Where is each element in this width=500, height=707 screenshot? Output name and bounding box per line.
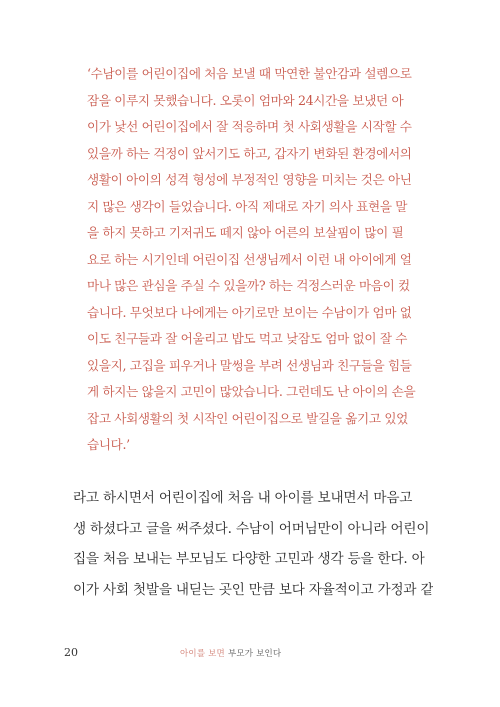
running-title-main: 부모가 보인다: [227, 649, 282, 659]
quote-line: 습니다.’: [87, 437, 130, 452]
quote-line: 마나 많은 관심을 주실 수 있을까? 하는 걱정스러운 마음이 컸: [87, 278, 410, 293]
quote-line: 이가 낯선 어린이집에서 잘 적응하며 첫 사회생활을 시작할 수: [87, 119, 412, 134]
quote-line: ‘수남이를 어린이집에 처음 보낼 때 막연한 불안감과 설렘으로: [87, 66, 412, 81]
quote-line: 있을까 하는 걱정이 앞서기도 하고, 갑자기 변화된 환경에서의: [87, 145, 412, 161]
body-line: 집을 처음 보내는 부모님도 다양한 고민과 생각 등을 한다. 아: [73, 551, 425, 567]
body-line: 이가 사회 첫발을 내딛는 곳인 만큼 보다 자율적이고 가정과 같: [73, 581, 433, 598]
quote-line: 요로 하는 시기인데 어린이집 선생님께서 이런 내 아이에게 얼: [87, 251, 412, 267]
quote-line: 잡고 사회생활의 첫 시작인 어린이집으로 발길을 옮기고 있었: [87, 410, 408, 426]
quoted-letter: [87, 61, 429, 459]
body-paragraph: [73, 483, 433, 605]
quote-line: 이도 친구들과 잘 어울리고 밥도 먹고 낮잠도 엄마 없이 잘 수: [87, 331, 408, 346]
quote-line: 게 하지는 않을지 고민이 많았습니다. 그런데도 난 아이의 손을: [87, 384, 416, 399]
page-footer: [64, 645, 444, 661]
quote-line: 습니다. 무엇보다 나에게는 아기로만 보이는 수남이가 엄마 없: [87, 304, 412, 320]
running-title-accent: 아이를 보면: [180, 649, 225, 659]
quote-line: 지 많은 생각이 들었습니다. 아직 제대로 자기 의사 표현을 말: [87, 198, 408, 214]
quote-line: 잠을 이루지 못했습니다. 오롯이 엄마와 24시간을 보냈던 아: [87, 92, 404, 108]
body-line: 생 하셨다고 글을 써주셨다. 수남이 어머님만이 아니라 어린이: [73, 520, 430, 537]
body-line: 라고 하시면서 어린이집에 처음 내 아이를 보내면서 마음고: [73, 490, 413, 506]
running-title: [180, 646, 281, 662]
quote-line: 을 하지 못하고 기저귀도 떼지 않아 어른의 보살핌이 많이 필: [87, 225, 404, 240]
page-number: 20: [64, 646, 78, 659]
quote-line: 생활이 아이의 성격 형성에 부정적인 영향을 미치는 것은 아닌: [87, 172, 412, 187]
quote-line: 있을지, 고집을 피우거나 말썽을 부려 선생님과 친구들을 힘들: [87, 357, 412, 373]
